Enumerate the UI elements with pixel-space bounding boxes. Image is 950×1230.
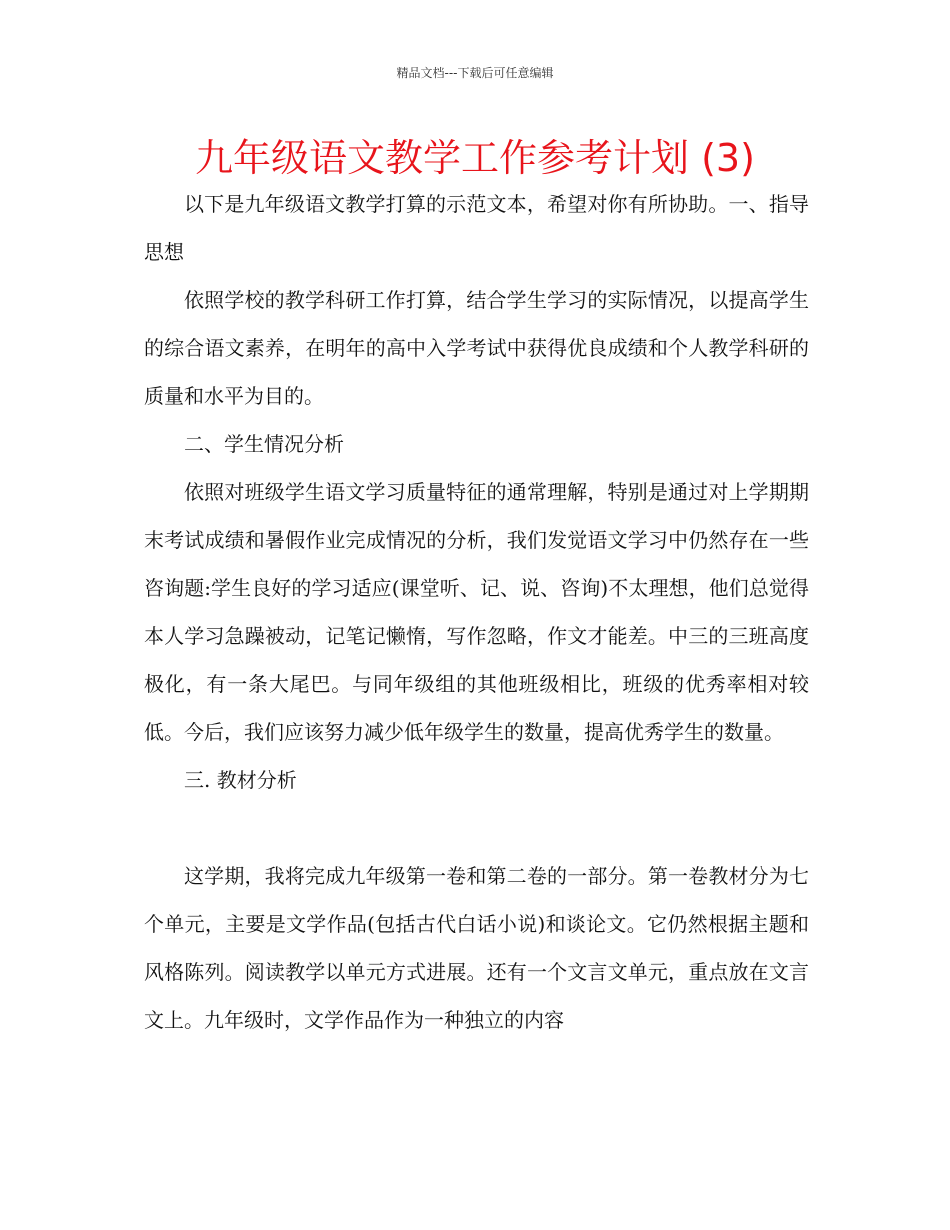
paragraph-student-analysis: 依照对班级学生语文学习质量特征的通常理解，特别是通过对上学期期末考试成绩和暑假作业完成情况的分析，我们发觉语文学习中仍然存在一些咨询题:学生良好的学习适应(课堂听、记、说、咨询)不太理想，他们总觉得本人学习急躁被动，记笔记懒惰，写作忽略，作文才能差。中三的三班高度极化，有一条大尾巴。与同年级组的其他班级相比，班级的优秀率相对较低。今后，我们应该努力减少低年级学生的数量，提高优秀学生的数量。	[144, 480, 809, 744]
document-body	[144, 180, 809, 1044]
paragraph-textbook-analysis: 这学期，我将完成九年级第一卷和第二卷的一部分。第一卷教材分为七个单元，主要是文学作品(包括古代白话小说)和谈论文。它仍然根据主题和风格陈列。阅读教学以单元方式进展。还有一个文言文单元，重点放在文言文上。九年级时，文学作品作为一种独立的内容	[144, 864, 809, 1032]
paragraph-intro: 以下是九年级语文教学打算的示范文本，希望对你有所协助。一、指导思想	[144, 192, 809, 264]
paragraph-guiding-idea: 依照学校的教学科研工作打算，结合学生学习的实际情况，以提高学生的综合语文素养，在明年的高中入学考试中获得优良成绩和个人教学科研的质量和水平为目的。	[144, 288, 809, 408]
page-header: 精品文档---下载后可任意编辑	[396, 66, 554, 80]
document-title: 九年级语文教学工作参考计划 (3)	[195, 136, 755, 180]
section-heading-student-analysis: 二、学生情况分析	[184, 432, 344, 456]
section-heading-textbook-analysis: 三. 教材分析	[184, 768, 297, 792]
